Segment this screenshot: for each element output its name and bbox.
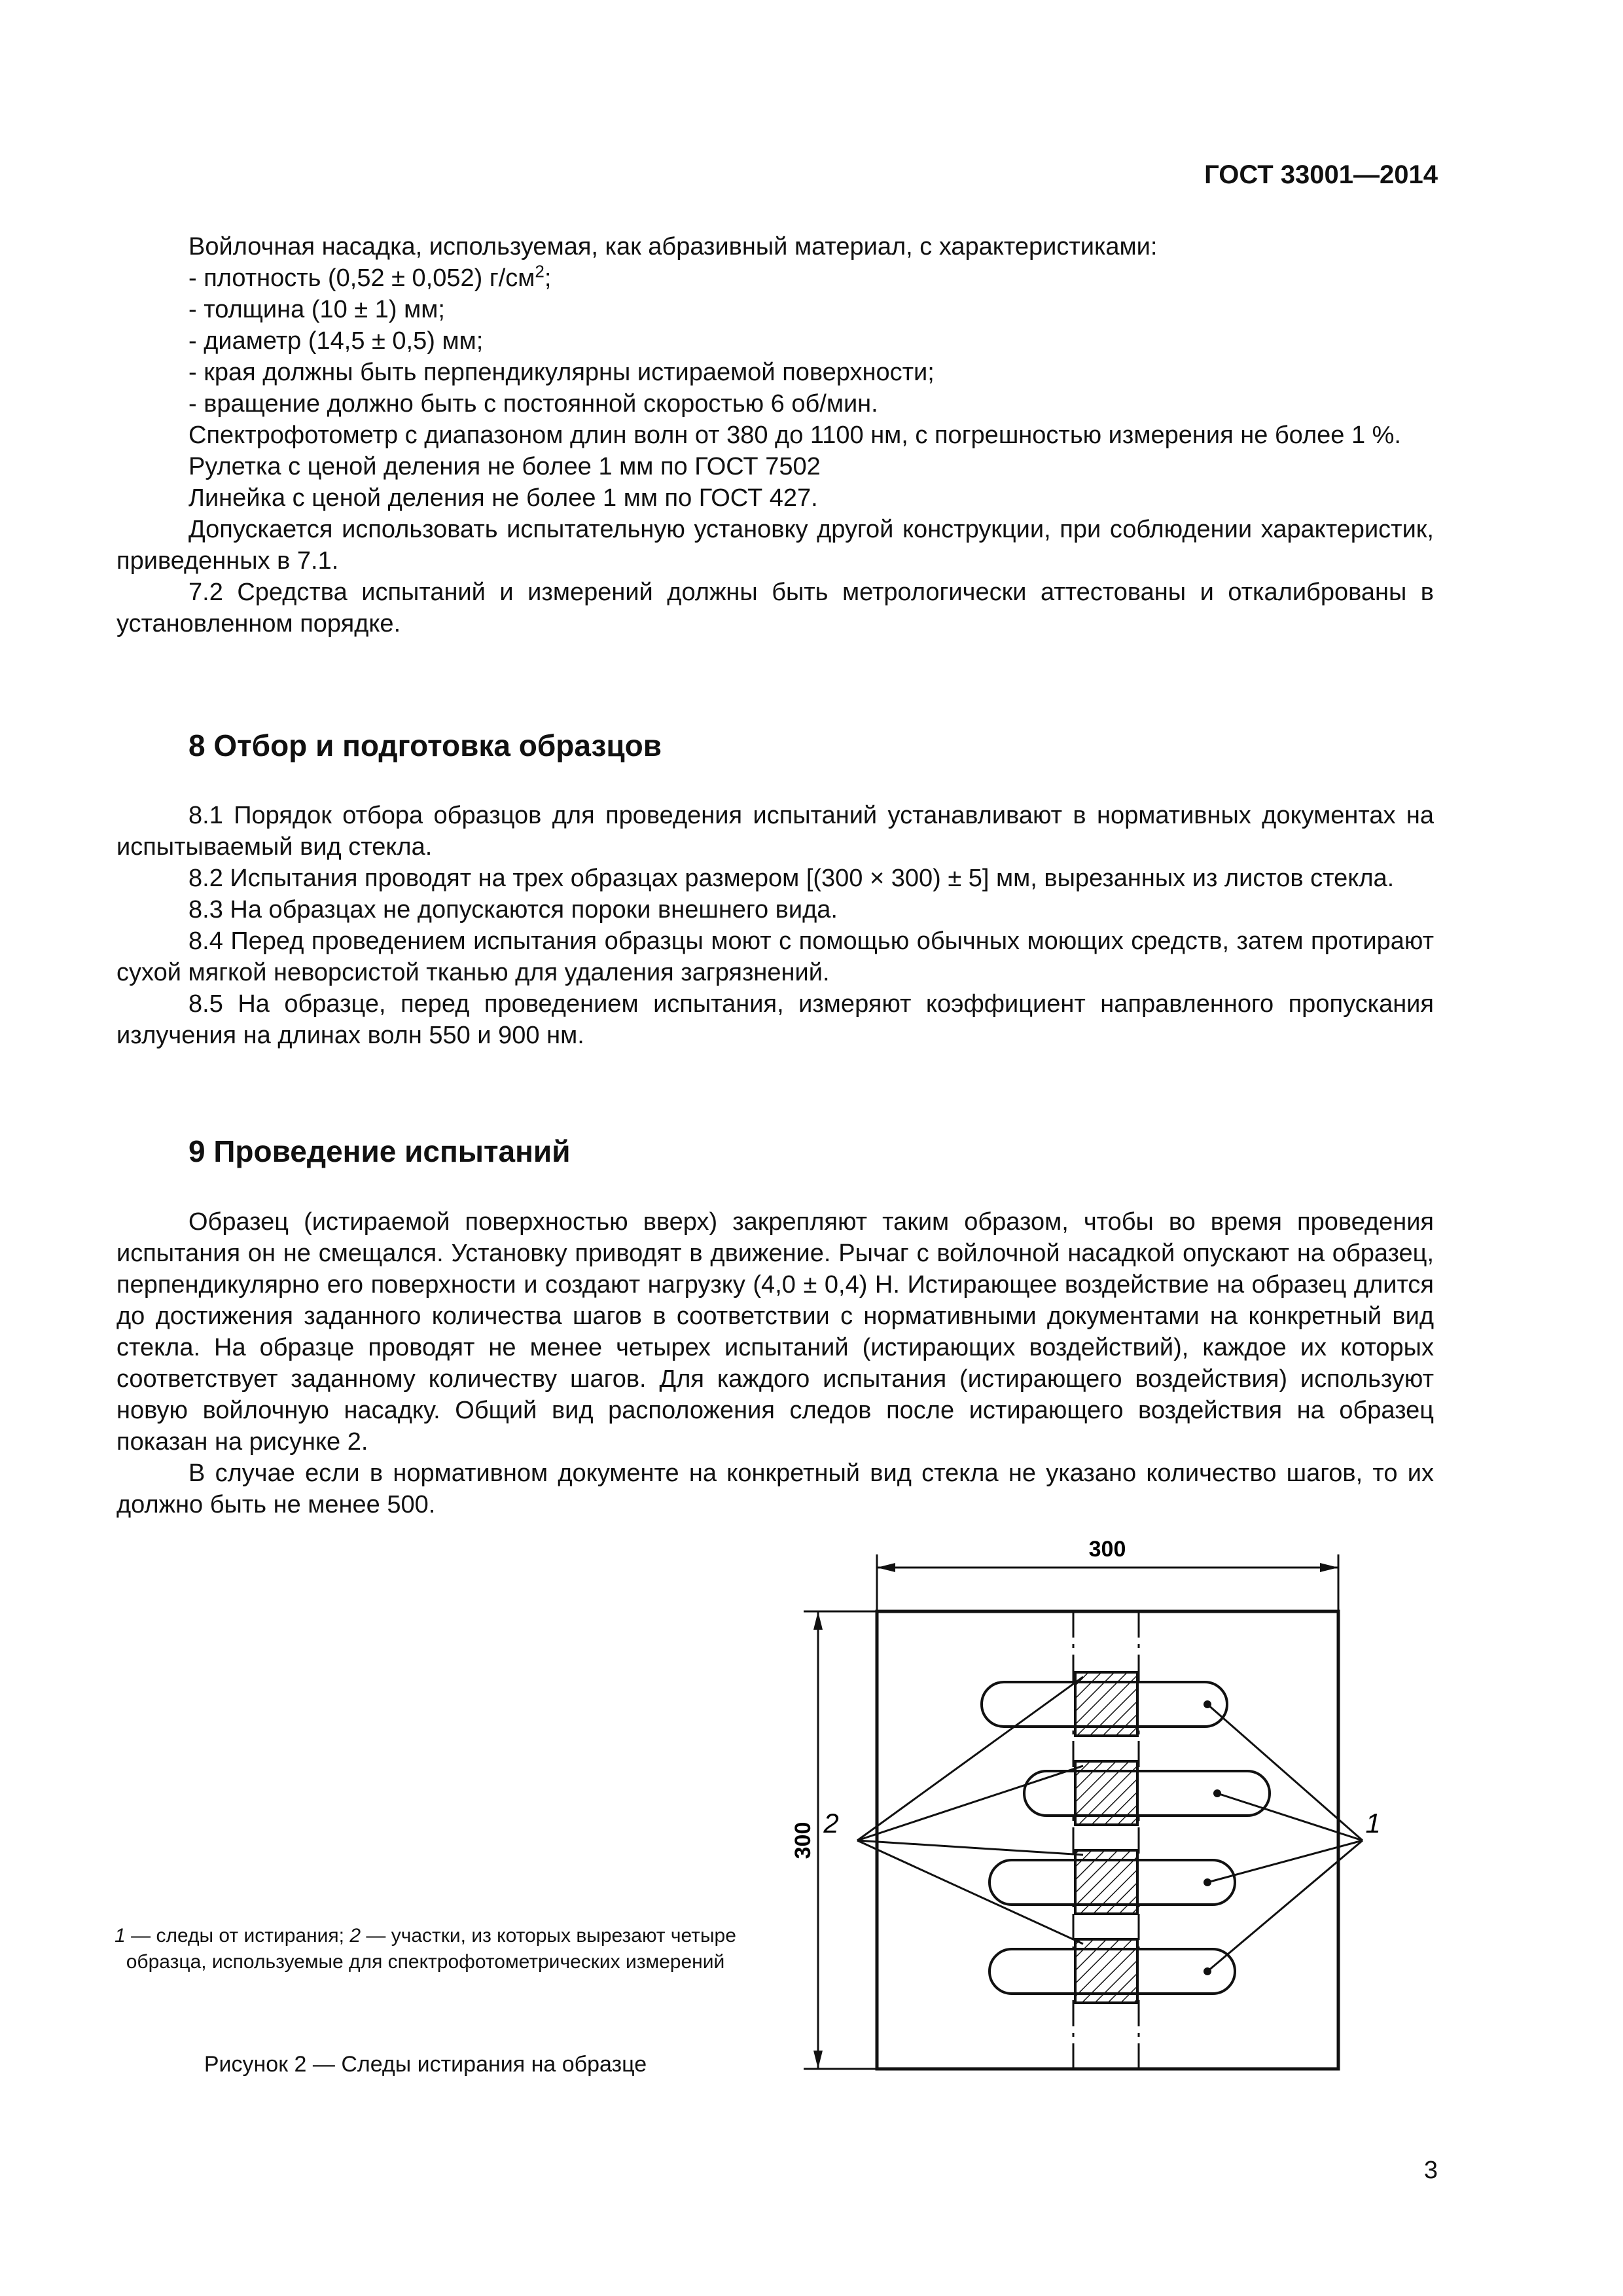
list-item: - вращение должно быть с постоянной скоростью 6 об/мин. (188, 390, 878, 418)
legend-number: 1 (115, 1925, 126, 1946)
list-item: - плотность (0,52 ± 0,052) $г/см^2$; (188, 261, 552, 292)
arrowhead (813, 2051, 823, 2069)
arrowhead (813, 1611, 823, 1630)
dim-height-label: 300 (791, 1821, 815, 1859)
label-1: 1 (1365, 1808, 1381, 1839)
list-item: - толщина (10 ± 1) мм; (188, 296, 445, 323)
paragraph: Рулетка с ценой деления не более 1 мм по ГОСТ 7502 (188, 453, 821, 480)
specimen-cut-area (1075, 1672, 1137, 1736)
paragraph: Образец (истираемой поверхностью вверх) закрепляют таким образом, чтобы во время проведения испытания он не смещался. Установку приводят в движение. Рычаг с войлочной насадкой опускают на образец, перпендикулярно его поверхности и создают нагрузку (4,0 ± 0,4) Н. Истирающее воздействие на образец длится до достижения заданного количества шагов в соответствии с нормативными документами на конкретный вид стекла. На образце проводят не менее четырех испытаний (истирающих воздействий), каждое их которых соответствует заданному количеству шагов. Для каждого испытания (истирающего воздействия) используют новую войлочную насадку. Общий вид расположения следов после истирающего воздействия на образец показан на рисунке 2. (116, 1208, 1434, 1456)
label-2: 2 (823, 1808, 839, 1839)
specimen-cut-area (1075, 1850, 1137, 1914)
specimen-cut-area (1075, 1761, 1137, 1825)
paragraph: В случае если в нормативном документе на конкретный вид стекла не указано количество шагов, то их должно быть не менее 500. (116, 1460, 1434, 1518)
paragraph: Допускается использовать испытательную установку другой конструкции, при соблюдении характеристик, приведенных в 7.1. (116, 516, 1434, 575)
list-item: - диаметр (14,5 ± 0,5) мм; (188, 327, 484, 355)
figure-legend (111, 1923, 740, 1975)
paragraph: Спектрофотометр с диапазоном длин волн от 380 до 1100 нм, с погрешностью измерения не более 1 %. (188, 422, 1401, 449)
list-item: - края должны быть перпендикулярны истираемой поверхности; (188, 359, 935, 386)
paragraph: 8.2 Испытания проводят на трех образцах размером [(300 × 300) ± 5] мм, вырезанных из листов стекла. (188, 865, 1395, 892)
document-id: ГОСТ 33001—2014 (1204, 160, 1438, 189)
arrowhead (877, 1563, 895, 1572)
page-number: 3 (1423, 2157, 1438, 2184)
paragraph: 8.1 Порядок отбора образцов для проведения испытаний устанавливают в нормативных документах на испытываемый вид стекла. (116, 802, 1434, 861)
specimen-cut-area (1075, 1939, 1137, 2003)
paragraph: 8.3 На образцах не допускаются пороки внешнего вида. (188, 896, 838, 924)
paragraph: 8.5 На образце, перед проведением испытания, измеряют коэффициент направленного пропускания излучения на длинах волн 550 и 900 нм. (116, 990, 1434, 1049)
arrowhead (1320, 1563, 1338, 1572)
leader-dots (1204, 1700, 1221, 1975)
paragraph: 7.2 Средства испытаний и измерений должны быть метрологически аттестованы и откалиброваны в установленном порядке. (116, 579, 1434, 637)
abrasion-track (1024, 1771, 1270, 1816)
legend-number: 2 (349, 1925, 361, 1946)
section9-title: 9 Проведение испытаний (188, 1134, 571, 1168)
figure-caption: Рисунок 2 — Следы истирания на образце (204, 2052, 647, 2077)
dim-width-label: 300 (1088, 1537, 1126, 1562)
paragraph: Линейка с ценой деления не более 1 мм по ГОСТ 427. (188, 484, 818, 512)
legend-text: — следы от истирания; (125, 1925, 350, 1946)
section8-title: 8 Отбор и подготовка образцов (188, 728, 662, 762)
paragraph: Войлочная насадка, используемая, как абразивный материал, с характеристиками: (188, 233, 1158, 260)
paragraph: 8.4 Перед проведением испытания образцы моют с помощью обычных моющих средств, затем протирают сухой мягкой неворсистой тканью для удаления загрязнений. (116, 927, 1434, 986)
legend-text: — участки, из которых вырезают четыре образца, используемые для спектрофотометрических измерений (126, 1925, 736, 1973)
